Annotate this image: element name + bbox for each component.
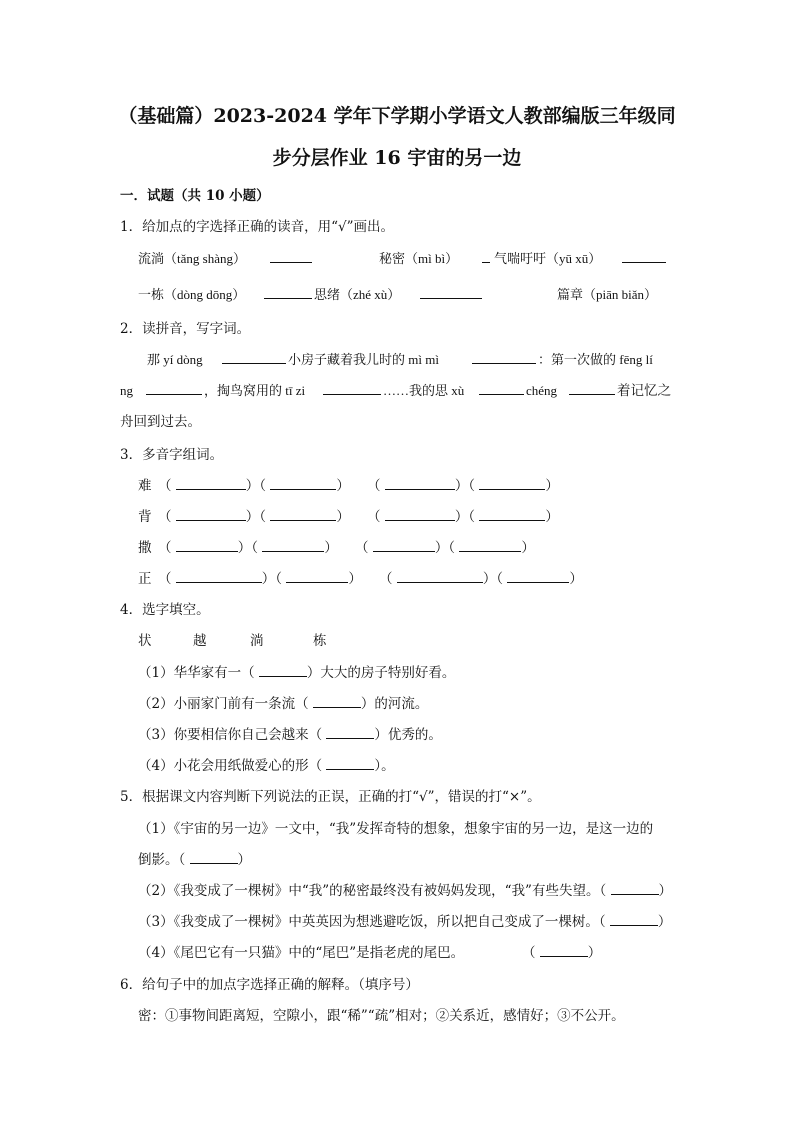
q5-blank-2[interactable] (611, 882, 659, 895)
q4-option-2: 越 (193, 633, 207, 649)
q2-blank-4[interactable] (323, 382, 381, 400)
q3-blanks-4[interactable]: （ ）（ ） （ ）（ ） (158, 571, 583, 587)
q2-part-2: 小房子藏着我儿时的 mì mì (288, 352, 439, 367)
q1-item-e: 思绪（zhé xù） (314, 287, 401, 302)
q5-statement-2: （2）《我变成了一棵树》中“我”的秘密最终没有被妈妈发现，“我”有些失望。（ ） (138, 883, 672, 899)
q5-statement-1: （1）《宇宙的另一边》一文中，“我”发挥奇特的想象，想象宇宙的另一边，是这一边的 (138, 821, 654, 837)
q2-part-1: 那 yí dòng (147, 352, 203, 367)
q1-item-d: 一栋（dòng dōng） (138, 287, 246, 302)
q6-stem: 6．给句子中的加点字选择正确的解释。（填序号） (120, 977, 419, 993)
q2-blank-5[interactable] (479, 382, 524, 400)
q1-item-f: 篇章（piān biǎn） (557, 287, 658, 302)
q3-blanks-1[interactable]: （ ）（ ） （ ）（ ） (158, 478, 559, 494)
q2-blank-3[interactable] (146, 382, 202, 400)
q2-blank-6[interactable] (569, 382, 615, 400)
q3-char-1: 难 (138, 478, 152, 494)
q2-part-9: 舟回到过去。 (120, 414, 201, 430)
q1-item-a: 流淌（tǎng shàng） (138, 251, 246, 266)
q4-blank-3[interactable] (326, 726, 374, 739)
q4-blank-2[interactable] (313, 695, 361, 708)
q2-part-6: ……我的思 xù (383, 383, 465, 398)
section-heading: 一．试题（共 10 小题） (120, 188, 270, 204)
q4-sentence-2: （2）小丽家门前有一条流（ ）的河流。 (138, 696, 429, 712)
q1-blank-d[interactable] (264, 286, 312, 304)
q1-item-b: 秘密（mì bì） (379, 251, 459, 266)
q5-statement-3: （3）《我变成了一棵树》中英英因为想逃避吃饭，所以把自己变成了一棵树。（ ） (138, 914, 672, 930)
q1-item-c: 气喘吁吁（yū xū） (494, 251, 602, 266)
q2-blank-1[interactable] (222, 351, 286, 369)
q2-part-5: ，掏鸟窝用的 tī zi (204, 383, 306, 398)
q5-blank-3[interactable] (610, 913, 658, 926)
q1-blank-b[interactable] (482, 250, 490, 268)
q3-blanks-2[interactable]: （ ）（ ） （ ）（ ） (158, 509, 559, 525)
q5-blank-4[interactable] (540, 944, 588, 957)
q4-option-3: 淌 (250, 633, 264, 649)
title-line-2: 步分层作业 16 宇宙的另一边 (272, 147, 522, 169)
q3-char-3: 撒 (138, 540, 152, 556)
q5-blank-1[interactable] (190, 851, 238, 864)
q5-statement-1-cont: 倒影。（ ） (138, 852, 252, 868)
q3-char-2: 背 (138, 509, 152, 525)
q5-stem: 5．根据课文内容判断下列说法的正误，正确的打“√”，错误的打“×”。 (120, 789, 541, 805)
q4-stem: 4．选字填空。 (120, 602, 210, 618)
q4-sentence-1: （1）华华家有一（ ）大大的房子特别好看。 (138, 665, 456, 681)
q4-option-4: 栋 (313, 633, 327, 649)
q5-answer-4: （ ） (522, 945, 602, 961)
q2-part-4: ng (120, 383, 133, 398)
q6-definition: 密：①事物间距离短，空隙小，跟“稀”“疏”相对；②关系近，感情好；③不公开。 (138, 1008, 625, 1024)
q1-blank-a[interactable] (270, 250, 312, 268)
q3-blanks-3[interactable]: （ ）（ ） （ ）（ ） (158, 540, 535, 556)
q4-blank-4[interactable] (326, 757, 374, 770)
q2-part-3: ：第一次做的 fēng lí (538, 352, 653, 367)
title-line-1: （基础篇）2023-2024 学年下学期小学语文人教部编版三年级同 (118, 105, 676, 127)
q4-sentence-4: （4）小花会用纸做爱心的形（ ）。 (138, 758, 395, 774)
q4-blank-1[interactable] (259, 664, 307, 677)
q5-statement-4: （4）《尾巴它有一只猫》中的“尾巴”是指老虎的尾巴。 (138, 945, 465, 961)
q1-blank-e[interactable] (420, 286, 482, 304)
q4-option-1: 状 (138, 633, 152, 649)
q1-stem: 1．给加点的字选择正确的读音，用“√”画出。 (120, 219, 394, 235)
q2-stem: 2．读拼音，写字词。 (120, 321, 251, 337)
q2-part-7: chéng (526, 383, 558, 398)
q2-blank-2[interactable] (472, 351, 536, 369)
q3-char-4: 正 (138, 571, 152, 587)
q3-stem: 3．多音字组词。 (120, 447, 224, 463)
q1-blank-c[interactable] (622, 250, 666, 268)
q4-sentence-3: （3）你要相信你自己会越来（ ）优秀的。 (138, 727, 442, 743)
q2-part-8: 着记忆之 (617, 383, 671, 399)
